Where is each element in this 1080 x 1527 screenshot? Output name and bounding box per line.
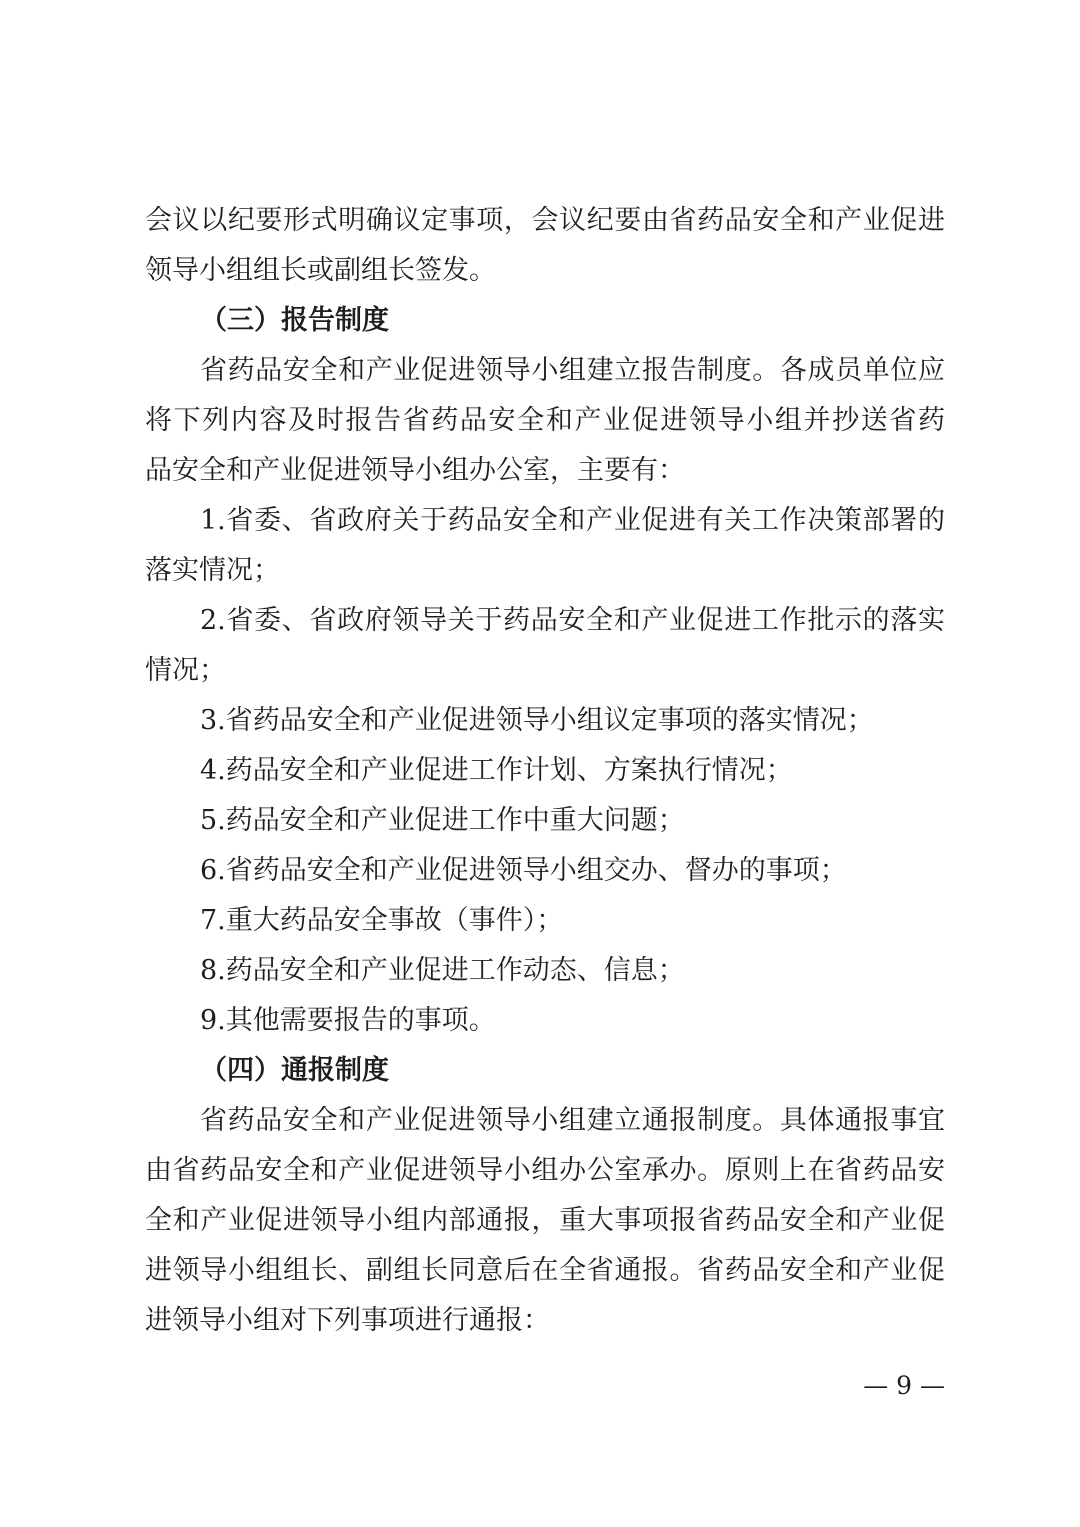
body-text-line: 将下列内容及时报告省药品安全和产业促进领导小组并抄送省药	[145, 405, 945, 436]
body-text-line: 领导小组组长或副组长签发。	[145, 255, 496, 286]
body-text-line: 进领导小组组长、副组长同意后在全省通报。省药品安全和产业促	[145, 1255, 945, 1286]
list-item-9: 9.其他需要报告的事项。	[200, 1005, 496, 1036]
list-item-7: 7.重大药品安全事故（事件）；	[200, 905, 564, 936]
body-text-line: 全和产业促进领导小组内部通报，重大事项报省药品安全和产业促	[145, 1205, 945, 1236]
body-text-line: 省药品安全和产业促进领导小组建立通报制度。具体通报事宜	[200, 1105, 945, 1136]
section-heading-report-system: （三）报告制度	[200, 305, 389, 336]
list-item-2: 2.省委、省政府领导关于药品安全和产业促进工作批示的落实	[200, 605, 945, 636]
list-item-5: 5.药品安全和产业促进工作中重大问题；	[200, 805, 685, 836]
body-text-line: 会议以纪要形式明确议定事项，会议纪要由省药品安全和产业促进	[145, 205, 945, 236]
section-heading-notification-system: （四）通报制度	[200, 1055, 389, 1086]
body-text-line: 进领导小组对下列事项进行通报：	[145, 1305, 550, 1336]
list-item-6: 6.省药品安全和产业促进领导小组交办、督办的事项；	[200, 855, 847, 886]
body-text-line: 品安全和产业促进领导小组办公室，主要有：	[145, 455, 685, 486]
list-item-1-continued: 落实情况；	[145, 555, 280, 586]
body-text-line: 省药品安全和产业促进领导小组建立报告制度。各成员单位应	[200, 355, 945, 386]
body-text-line: 由省药品安全和产业促进领导小组办公室承办。原则上在省药品安	[145, 1155, 945, 1186]
page-number: — 9 —	[863, 1371, 945, 1400]
list-item-1: 1.省委、省政府关于药品安全和产业促进有关工作决策部署的	[200, 505, 945, 536]
list-item-3: 3.省药品安全和产业促进领导小组议定事项的落实情况；	[200, 705, 874, 736]
list-item-4: 4.药品安全和产业促进工作计划、方案执行情况；	[200, 755, 793, 786]
list-item-8: 8.药品安全和产业促进工作动态、信息；	[200, 955, 685, 986]
list-item-2-continued: 情况；	[145, 655, 226, 686]
